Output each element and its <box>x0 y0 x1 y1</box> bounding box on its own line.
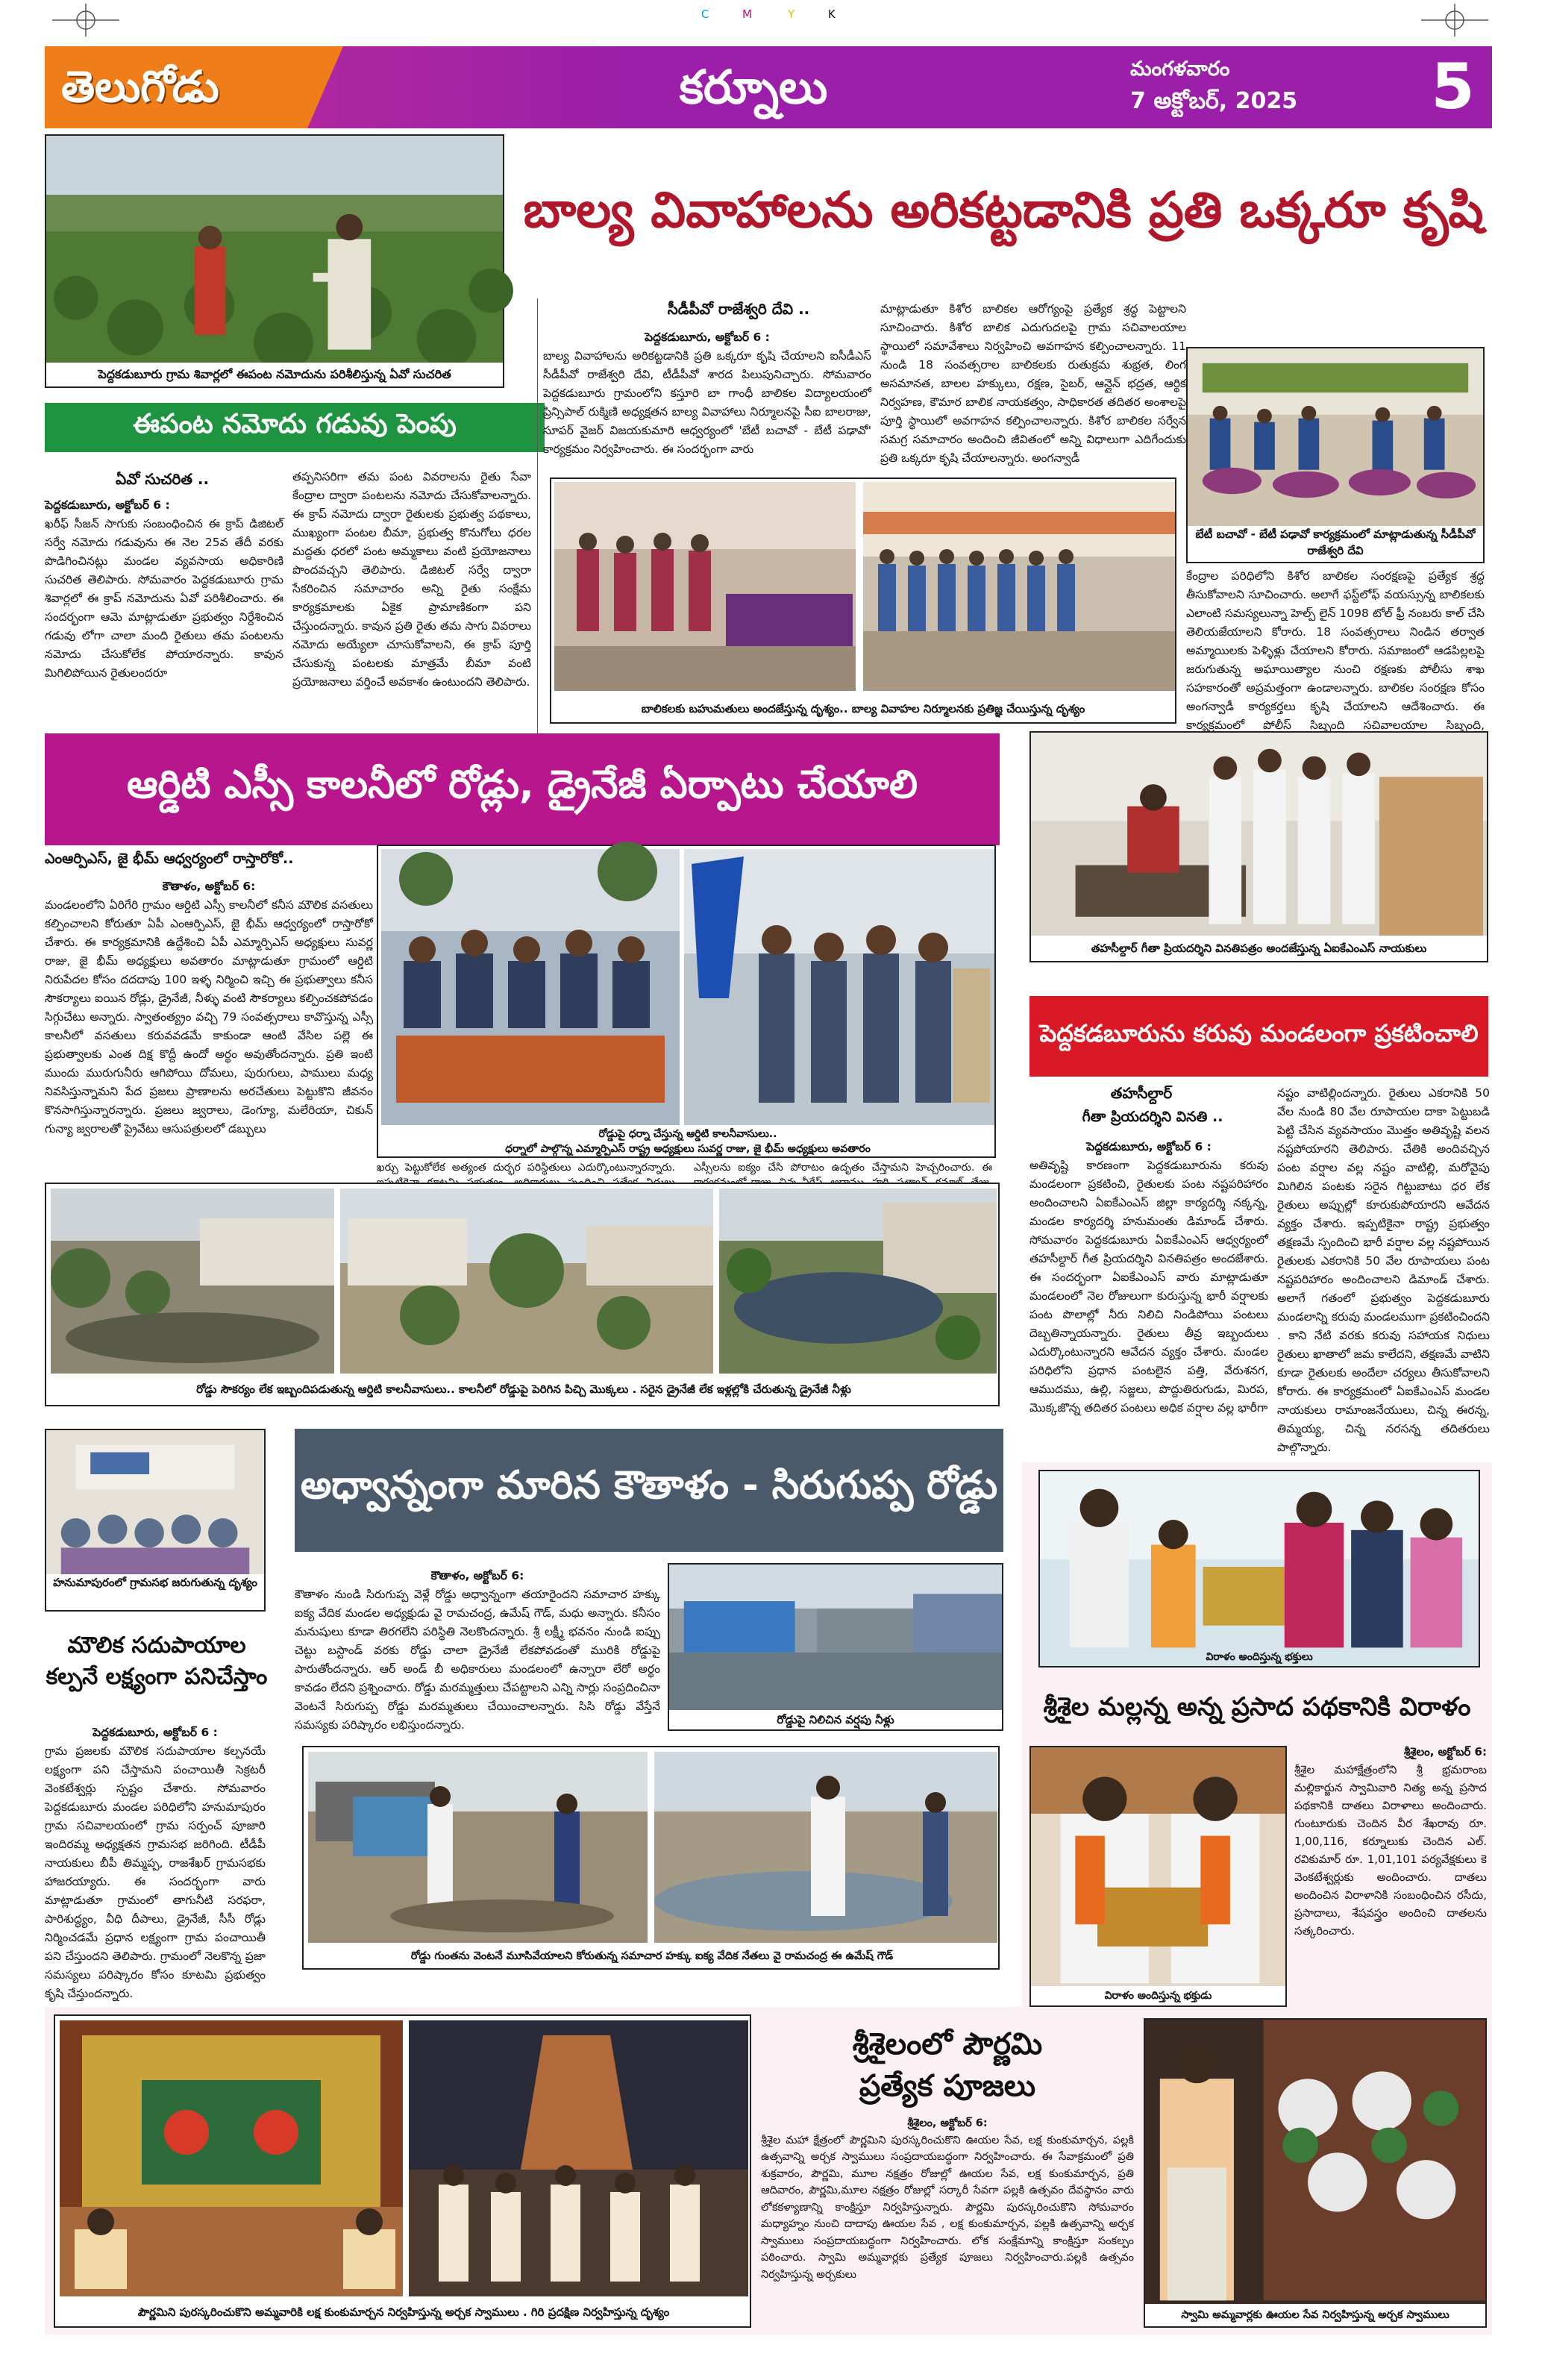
brand-logo: తెలుగోడు <box>61 61 219 112</box>
protest-standing-image <box>684 849 994 1125</box>
pothole-image-2 <box>654 1752 997 1943</box>
kauthalam-bottom-photos <box>302 1746 1000 1970</box>
road-condition-image <box>51 1189 334 1374</box>
donation-caption-2: విరాళం అందిస్తున్న భక్తుడు <box>1031 1986 1285 2005</box>
flooded-road-image <box>669 1565 1002 1729</box>
child-marriage-right-photo <box>1186 347 1485 563</box>
masthead <box>45 46 1492 128</box>
child-marriage-dateline: పెద్దకడుబూరు, అక్టోబర్ 6 : <box>645 331 770 344</box>
child-marriage-body-1: బాల్య వివాహాలను అరికట్టడానికి ప్రతి ఒక్కరూ కృషి చేయాలని ఐసీడీఎస్ సీడీపీవో రాజేశ్వరి దేవి, టీడీపీవో శారద పిలుపునిచ్చారు. సోమవారం పెద్దకడుబూరు గ్రామంలోని కస్తూరి బా గాంధీ బాలికల విద్యాలయంలో ప్రిన్సిపాల్ రుక్మిణి అధ్యక్షతన బాల్య వివాహాలు నిర్మూలనపై సీఐ బాలరాజు, సూపర్ వైజర్ విజయకుమారి ఆధ్వర్యంలో 'బేటీ బచావో - బేటీ పఢావో' కార్యక్రమం నిర్వహించారు. ఈ సందర్భంగా వారు <box>543 349 871 456</box>
donation-body-1: శ్రీశైల మహాక్షేత్రంలోని శ్రీ భ్రమరాంబ మల్లికార్జున స్వామివారి నిత్య అన్న ప్రసాద పథకానికి దాతలు విరాళాలు అందించారు. గుంటూరుకు చెందిన వీర శేఖరావు రూ. 1,00,116, కర్నూలుకు చెందిన ఎల్. రవికుమార్ రూ. 1,01,101 పర్యవేక్షకులు కె వెంకటేశ్వర్లుకు అందించారు. దాతలు అందించిన విరాళానికి సంబంధించిన రసీదు, ప్రసాదాలు, శేషవస్త్రం అందించి దాతలను సత్కరించారు. <box>1294 1763 1487 1938</box>
crop-dateline: పెద్దకడుబూరు, అక్టోబర్ 6 : <box>45 498 170 512</box>
kauthalam-body-1: కౌతాళం నుండి సిరుగుప్ప వెళ్లే రోడ్డు అధ్వాన్నంగా తయారైందని సమాచార హక్కు ఐక్య వేదిక మండల అధ్యక్షుడు వై రామచంద్ర, ఉమేష్ గౌడ్, మధు అన్నారు. కనీసం మనుషులు కూడా తిరగలేని పరిస్థితి నెలకొందన్నారు. శ్రీ లక్ష్మీ భవనం నుండి ఐప్పు చెట్టు బస్టాండ్ వరకు రోడ్డు చాలా డ్రైనేజీ లేకపోవడంతో మురికి రోడ్డుపై పారుతోందన్నారు. ఆర్ అండ్ బీ అధికారులు మండలంలో ఉన్నారా లేరో అర్థం కావడం లేదని ప్రశ్నించారు. రోడ్డు మరమ్మత్తులు చేపట్టాలని ఎన్ని సార్లు సంప్రదించినా వెంటనే సిరుగుప్ప రోడ్డు మరమ్మతులు చేయించాలన్నారు. సిసి రోడ్డు వేస్తేనే సమస్యకు పరిష్కారం లభిస్తుందన్నారు. <box>295 1588 660 1732</box>
kumkumarchana-image <box>60 2020 403 2296</box>
drought-dateline: పెద్దకడుబూరు, అక్టోబర్ 6 : <box>1086 1140 1212 1153</box>
child-marriage-right-caption: బేటీ బచావో - బేటీ పఢావో కార్యక్రమంలో మాట్లాడుతున్న సీడీపీవో రాజేశ్వరి దేవి <box>1188 526 1483 562</box>
donor-handover-image <box>1031 1747 1285 2005</box>
sc-colony-col3 <box>694 1160 992 1183</box>
drought-headline: పెద్దకడబూరును కరువు మండలంగా ప్రకటించాలి <box>1039 1019 1479 1047</box>
pournami-headline-1: శ్రీశైలంలో పౌర్ణమి <box>852 2027 1043 2061</box>
drought-col1 <box>1029 1138 1268 1459</box>
drain-water-photo <box>719 1189 997 1374</box>
sc-colony-drainage-photos <box>45 1183 1000 1406</box>
drought-body-2: నష్టం వాటిల్లిందన్నారు. రైతులు ఎకరానికి 50 వేల నుండి 80 వేల రూపాయల దాకా పెట్టుబడి పెట్టి చేసిన వ్యవసాయం మొత్తం అతివృష్టి వలన నష్టపోయారని తెలిపారు. చేతికి అందివచ్చిన పంట వర్షాల వల్ల నష్టం వాటిల్లి, మరోవైపు మిగిలిన పంటకు సరైన గిట్టుబాటు ధర లేక రైతులు అప్పుల్లో కూరుకుపోయారని ఆవేదన వ్యక్తం చేశారు. ఇప్పటికైనా రాష్ట్ర ప్రభుత్వం తక్షణమే స్పందించి భారీ వర్షాల వల్ల నష్టపోయిన రైతులకు ఎకరానికి 50 వేల రూపాయలు పంట నష్టపరిహారం అందించాలని డిమాండ్ చేశారు. అలాగే గతంలో ప్రభుత్వం పెద్దకడుబూరు మండలాన్ని కరువు మండలముగా ప్రకటించిందని . కాని నేటి వరకు కరువు సహాయక నిధులు రైతులు ఖాతాలో జమ కాలేదని, తక్షణమే వాటిని కూడా రైతులకు అందేలా చర్యలు తీసుకోవాలని కోరారు. ఈ కార్యక్రమంలో ఏఐకేఎంఎస్ మండల నాయకులు రామాంజనేయులు, చిన్న ఈరన్న, తిమ్మయ్య, చిన్న నరసన్న తదితరులు పాల్గొన్నారు. <box>1277 1086 1490 1454</box>
weeds-photo <box>340 1189 713 1374</box>
hanumapuram-caption: హనుమాపురంలో గ్రామసభ జరుగుతున్న దృశ్యం <box>46 1574 264 1610</box>
crop-body-2: తప్పనిసరిగా తమ పంట వివరాలను రైతు సేవా కేంద్రాల ద్వారా పంటలను నమోదు చేసుకోవాలన్నారు. ఈ క్రాప్ నమోదు ద్వారా రైతులకు ప్రభుత్వ పథకాలు, ముఖ్యంగా పంటల బీమా, ప్రభుత్వ కొనుగోలు ధరల మద్దతు ధరలో పంట అమ్మకాలు వంటి ప్రయోజనాలు పొందవచ్చని తెలిపారు. డిజిటల్ సర్వే ద్వారా సేకరించిన సమాచారం అన్ని రైతు సంక్షేమ కార్యక్రమాలకు ఏకైక ప్రామాణికంగా పని చేస్తుందన్నారు. కావున ప్రతి రైతు తమ సాగు వివరాలు నమోదు అయ్యేలా చూసుకోవాలని, ఈ క్రాప్ పూర్తి చేసుకున్న పంటలకు మాత్రమే బీమా వంటి ప్రయోజనాలు వర్తించే అవకాశం ఉంటుందని తెలిపారు. <box>292 470 531 689</box>
giri-pradakshina-photo <box>409 2020 748 2296</box>
sc-colony-body-3: ఎస్సీలను ఐక్యం చేసి పోరాటం ఉదృతం చేస్తామని హెచ్చరించారు. ఈ <box>694 1162 992 1174</box>
donation-caption-1: విరాళం అందిస్తున్న భక్తులు <box>1206 1651 1313 1663</box>
child-marriage-col1 <box>543 328 871 477</box>
sc-colony-protest-photos <box>377 845 996 1158</box>
pledge-photo <box>863 482 1175 691</box>
pournami-body-1: శ్రీశైల మహా క్షేత్రంలో పౌర్ణమిని పురస్కరించుకొని ఊయల సేవ, లక్ష కుంకుమార్చన, పల్లకి ఉత్సవాన్ని అర్చక స్వాములు సంప్రదాయబద్ధంగా నిర్వహించారు. ఈ సేవాక్రమంలో ప్రతి శుక్రవారం, పౌర్ణమి, మూల నక్షత్రం రోజుల్లో ఊయల సేవ, లక్ష కుంకుమార్చన, ప్రతి ఆదివారం, పౌర్ణమి,మూల నక్షత్రం రోజుల్లో సర్కారీ సేవగా పల్లకి ఉత్సవం దేవస్థానం వారు లోకకళ్యాణాన్ని కాంక్షిస్తూ నిర్వహిస్తున్నారు. పౌర్ణమి పురస్కరించుకొని సోమవారం మధ్యాహ్నం నుంచి దాదాపు ఊయల సేవ , లక్ష కుంకుమార్చన, పల్లకి ఉత్సవాన్ని అర్చక స్వాములు సంప్రదాయబద్ధంగా నిర్వహించారు. లోక సంక్షేమాన్ని కాంక్షిస్తూ సంకల్పం పఠించారు. స్వామి అమ్మవార్లకు ప్రత్యేక పూజలు నిర్వహించారు.పల్లకి ఉత్సవం నిర్వహిస్తున్న అర్చకులు <box>761 2134 1134 2281</box>
registration-marks <box>0 0 1542 37</box>
pournami-left-photos <box>54 2014 751 2328</box>
protest-sitting-photo <box>381 849 680 1125</box>
kauthalam-dateline: కౌతాళం, అక్టోబర్ 6: <box>430 1569 524 1582</box>
office-memorandum-image <box>1031 733 1487 961</box>
donation-headline: శ్రీశైల మల్లన్న అన్న ప్రసాద పథకానికి విరాళం <box>1043 1692 1471 1722</box>
date: 7 అక్టోబర్, 2025 <box>1130 88 1298 114</box>
drought-photo-caption: తహసీల్దార్ గీతా ప్రియదర్శిని వినతిపత్రం అందజేస్తున్న ఏఐకేఎంఎస్ నాయకులు <box>1031 936 1487 961</box>
pothole-image-1 <box>308 1752 648 1943</box>
sc-colony-headline: ఆర్డిటి ఎస్సీ కాలనీలో రోడ్లు, డ్రైనేజీ ఏర్పాటు చేయాలి <box>127 762 918 807</box>
kauthalam-col1 <box>295 1567 660 1746</box>
road-condition-photo <box>51 1189 334 1374</box>
kauthalam-water-photo <box>668 1563 1003 1731</box>
protest-standing-photo <box>684 849 994 1125</box>
sc-colony-headline-banner <box>45 733 1000 845</box>
crop-photo-caption: పెద్దకడుబూరు గ్రామ శివార్లలో ఈపంట నమోదును పరిశీలిస్తున్న ఏవో సుచరిత <box>46 363 503 386</box>
sc-colony-col2 <box>377 1160 675 1183</box>
weeds-image <box>340 1189 713 1374</box>
sc-colony-body-2: ఖర్చు పెట్టుకోలేక అత్యంత దుర్భర పరిస్థితులు ఎదుర్కొంటున్నారన్నారు. <box>377 1162 675 1174</box>
crop-field-image <box>46 136 503 386</box>
hanumapuram-col1 <box>45 1723 266 2037</box>
hanumapuram-photo <box>45 1429 266 1612</box>
pothole-photo-2 <box>654 1752 997 1943</box>
oonjal-seva-image <box>1145 2020 1485 2326</box>
donation-dateline: శ్రీశైలం, అక్టోబర్ 6: <box>1403 1745 1487 1759</box>
crop-byline: ఏవో సుచరిత .. <box>116 470 210 488</box>
kauthalam-headline-banner <box>295 1429 1003 1552</box>
kauthalam-bottom-caption: రోడ్డు గుంతను వెంటనే మూసివేయాలని కోరుతున్న సమాచార హక్కు ఐక్య వేదిక నేతలు వై రామచంద్ర ఈ ఉమేష్ గౌడ్ <box>308 1946 996 1967</box>
cmyk-y: Y <box>788 7 795 21</box>
prize-image <box>554 482 856 691</box>
donation-photo-2 <box>1029 1746 1287 2007</box>
pournami-left-caption: పౌర్ణమిని పురస్కరించుకొని అమ్మవారికి లక్ష కుంకుమార్చన నిర్వహిస్తున్న అర్చక స్వాములు . గిరి ప్రదక్షిణ నిర్వహిస్తున్న దృశ్యం <box>60 2299 748 2325</box>
prize-distribution-photo <box>554 482 856 691</box>
sc-colony-dateline: కౌతాళం, అక్టోబర్ 6: <box>162 880 256 893</box>
section-title: కర్నూలు <box>679 60 828 114</box>
pournami-right-caption: స్వామి అమ్మవార్లకు ఊయల సేవ నిర్వహిస్తున్న అర్చక స్వాములు <box>1145 2304 1485 2326</box>
child-marriage-col2 <box>880 300 1186 477</box>
sc-colony-byline: ఎంఆర్పిఎస్, జై భీమ్ ఆధ్వర్యంలో రాస్తారోకో.. <box>45 851 294 867</box>
sc-colony-body-1: మండలంలోని ఏరిగేరి గ్రామం ఆర్డిటి ఎస్సీ కాలనీలో కనీస మౌలిక వసతులు కల్పించాలని కోరుతూ ఏపీ ఎంఆర్పిఎస్, జై భీమ్ ఆధ్వర్యంలో రాస్తారోకో చేశారు. ఈ కార్యక్రమానికి ఉద్దేశించి ఏపీ ఎమ్మార్పిఎస్ అధ్యక్షులు సువర్ణ రాజు, జై భీమ్ అధ్యక్షులు అవతారం మాట్లాడుతూ గ్రామంలో ఆర్డిటి నిరుపేదల కోసం దదదాపు 100 ఇళ్ళ నిర్మించి ఇచ్చి ఈ ప్రభుత్వాలు కనీస సౌకర్యాలు ఐయిన రోడ్లు, డ్రైనేజీ, నీళ్ళు వంటి సౌకర్యాలు కల్పించకపోవడం సిగ్గుచేటు అన్నారు. స్వాతంత్య్రం వచ్చి 79 సంవత్సరాలు కావొస్తున్న ఎస్సీ కాలనీలో వసతులు కరువవడమే కాకుండా ఆంటి వేసిల పల్లె ఈ ప్రభుత్వాలకు ఎంత దిక్ష కొద్దీ ఉందో అర్థం అవుతోందన్నారు. ప్రతి ఇంటి ముందు మురుగునీరు ఆగిపోయి దోమలు, పురుగులు, పాములు మధ్య నివసిస్తున్నామని పేద ప్రజలు ప్రాణాలను అరచేతులు పెట్టుకొని జీవనం కొనసాగిస్తున్నారన్నారు. ప్రజలు జ్వరాలు, డెంగ్యూ, మలేరియా, చికున్ గున్యా జ్వరాలతో ప్రైవేటు ఆసుపత్రులలో డబ్బులు <box>45 898 373 1136</box>
drought-body-1: అతివృష్టి కారణంగా పెద్దకడుబూరును కరువు మండలంగా ప్రకటించి, రైతులకు పంట నష్టపరిహారం అందించాలని ఏఐకేఎంఎస్ జిల్లా కార్యదర్శి నక్కన్న, మండల కార్యదర్శి హనుమంతు డిమాండ్ చేశారు. సోమవారం పెద్దకడుబూరు ఏఐకేఎంఎస్ ఆధ్వర్యంలో తహసీల్దార్ గీత ప్రియదర్శిని వినతిపత్రం అందజేశారు. ఈ సందర్భంగా ఏఐకేఎంఎస్ వారు మాట్లాడుతూ మండలంలో నెల రోజులుగా కురుస్తున్న భారీ వర్షాలకు పంట పొలాల్లో నీరు నిలిచి నిండిపోయి పంటలు దెబ్బతిన్నాయన్నారు. రైతులు తీవ్ర ఇబ్బందులు ఎదుర్కొంటున్నారని ఆవేదన వ్యక్తం చేశారు. మండల పరిధిలోని ప్రధాన పంటలైన పత్తి, వేరుశనగ, ఆముదము, ఉల్లి, సజ్జలు, పొద్దుతిరుగుడు, మిరప, మొక్కజొన్న తదితర పంటలు అధిక వర్షాల వల్ల భారీగా <box>1029 1159 1268 1415</box>
protest-sitting-image <box>381 849 680 1125</box>
drought-col2 <box>1277 1084 1490 1459</box>
drought-subhead-2: గీతా ప్రియదర్శిని వినతి .. <box>1082 1109 1223 1125</box>
pournami-dateline: శ్రీశైలం, అక్టోబర్ 6: <box>907 2117 988 2129</box>
protest-caption-1: రోడ్డుపై ధర్నా చేస్తున్న ఆర్డిటి కాలనీవాసులు.. <box>381 1127 994 1142</box>
drought-headline-banner <box>1029 996 1488 1077</box>
pournami-col1 <box>761 2115 1134 2328</box>
drought-subhead-1: తహసీల్దార్ <box>1110 1084 1173 1102</box>
crop-headline-banner <box>45 403 545 452</box>
crop-headline: ఈపంట నమోదు గడువు పెంపు <box>133 409 457 439</box>
cmyk-m: M <box>742 7 752 21</box>
hanumapuram-body-1: గ్రామ ప్రజలకు మౌలిక సదుపాయాల కల్పనయే లక్ష్యంగా పని చేస్తామని పంచాయితీ సెక్రటరీ వెంకటేశ్వర్లు స్పష్టం చేశారు. సోమవారం పెద్దకడుబూరు మండల పరిధిలోని హనుమాపురం గ్రామ సచివాలయంలో గ్రామ సర్పంచ్ పూజారి ఇందిరమ్మ అధ్యక్షతన గ్రామసభ జరిగింది. టీడీపీ నాయకులు బీపీ తిమ్మప్ప, రాజశేఖర్ గ్రామసభకు హాజరయ్యారు. ఈ సందర్భంగా వారు మాట్లాడుతూ గ్రామంలో తాగునీటి సరఫరా, పారిశుద్ధ్యం, వీధి దీపాలు, డ్రైనేజీ, సీసీ రోడ్లు నిర్మించడమే ప్రధాన లక్ష్యంగా గ్రామ పంచాయితీ పని చేస్తుందని తెలిపారు. గ్రామంలో నెలకొన్న ప్రజా సమస్యలు పరిష్కారం కోసం కూటమి ప్రభుత్వం కృషి చేస్తుందన్నారు. <box>45 1744 266 2000</box>
pothole-photo-1 <box>308 1752 648 1943</box>
kauthalam-water-caption: రోడ్డుపై నిలిచిన వర్షపు నీళ్లు <box>669 1710 1002 1729</box>
pledge-image <box>863 482 1175 691</box>
crop-body-1: ఖరీఫ్ సీజన్ సాగుకు సంబంధించిన ఈ క్రాప్ డిజిటల్ సర్వే నమోదు గడువును ఈ నెల 25వ తేదీ వరకు పొడిగించినట్లు మండల వ్యవసాయ అధికారిణి సుచరిత తెలిపారు. సోమవారం పెద్దకడుబూరు గ్రామ శివార్లలో ఈ క్రాప్ నమోదును ఏవో పరిశీలించారు. ఈ సందర్భంగా ఆమె మాట్లాడుతూ ప్రభుత్వం నిర్దేశించిన గడువు లోగా చాలా మంది రైతులు తమ పంటలను నమోదు చేసుకోలేక పోయారన్నారు. కావున మిగిలిపోయిన రైతులందరూ <box>45 517 283 680</box>
child-marriage-body-3: కేంద్రాల పరిధిలోని కిశోర బాలికల సంరక్షణపై ప్రత్యేక శ్రద్ధ తీసుకోవాలని సూచించారు. అలాగే ఫస్ట్‌లోఫ్ వయస్సున్న బాలికలకు ఎలాంటి సమస్యలున్నా హెల్ప్ లైన్ 1098 టోల్ ఫ్రీ నంబరు కాల్ చేసి తెలియజేయాలని కోరారు. 18 సంవత్సరాలు నిండిన తర్వాత అమ్మాయిలకు పెళ్ళిళ్లు చేయాలని కోరారు. సమాజంలో ఆడపిల్లలపై జరుగుతున్న అఘాయిత్యాల నుంచి రక్షణకు పోలీసు శాఖ సహకారంతో అప్రమత్తంగా ఉండాలన్నారు. బాలికల సంరక్షణ కోసం అంగన్వాడీ కార్యకర్తలు కృషి చేయాలని ఆదేశించారు. ఈ కార్యక్రమంలో పోలీస్ సిబ్బంది సచివాలయాల సిబ్బంది, <box>1186 569 1485 732</box>
crop-survey-photo <box>45 134 504 388</box>
child-marriage-body-2: మాట్లాడుతూ కిశోర బాలికల ఆరోగ్యంపై ప్రత్యేక శ్రద్ధ పెట్టాలని సూచించారు. కిశోర బాలిక ఎదుగుదలపై గ్రామ సచివాలయాల స్థాయిలో సమావేశాలు నిర్వహించి అవగాహన కల్పించాలన్నారు. 11 నుండి 18 సంవత్సరాల బాలికలకు రుతుక్రమ శుభ్రత, లింగ అసమానత, బాలల హక్కులు, రక్షణ, సైబర్, ఆన్లైన్ భద్రత, ఆర్థిక నిర్వహణ, కౌమార బాలిక నాయకత్వం, సాధికారత తదితర అంశాలపై పూర్తి స్థాయిలో అవగాహన కల్పించాలన్నారు. కిశోర బాలికల సర్వేన సమగ్ర సమాచారం అందించి జీవితంలో అన్ని విధాలుగా ఎదిగేందుకు ప్రతి ఒక్కరూ కృషి చేయాలన్నారు. అంగన్వాడీ <box>880 302 1186 465</box>
kauthalam-headline: అధ్వాన్నంగా మారిన కౌతాళం - సిరుగుప్ప రోడ్డు <box>300 1463 998 1508</box>
child-marriage-bottom-photo <box>550 477 1176 724</box>
page-number: 5 <box>1431 50 1475 123</box>
hanumapuram-dateline: పెద్దకడుబూరు, అక్టోబర్ 6 : <box>93 1726 218 1739</box>
child-marriage-bottom-caption: బాలికలకు బహుమతులు అందజేస్తున్న దృశ్యం.. బాల్య వివాహల నిర్మూలనకు ప్రతిజ్ఞ చేయిస్తున్న దృశ్యం <box>551 697 1175 721</box>
pournami-headline-2: ప్రత్యేక పూజలు <box>859 2069 1036 2103</box>
drainage-caption: రోడ్డు సౌకర్యం లేక ఇబ్బందిపడుతున్న ఆర్డిటి కాలనీవాసులు.. కాలనీలో రోడ్డుపై పెరిగిన పిచ్చి మొక్కలు . సరైన డ్రైనేజీ లేక ఇళ్లల్లోకి చేరుతున్న డ్రైనేజీ నీళ్లు <box>51 1377 997 1402</box>
pournami-right-photo <box>1144 2018 1487 2328</box>
child-marriage-headline: బాల్య వివాహాలను అరికట్టడానికి ప్రతి ఒక్కరూ కృషి <box>523 181 1484 239</box>
donation-col1 <box>1294 1743 1487 2011</box>
drought-photo <box>1029 731 1488 962</box>
hanumapuram-headline: మౌలిక సదుపాయాల కల్పనే లక్ష్యంగా పనిచేస్తాం <box>46 1632 268 1690</box>
child-marriage-byline: సీడీపీవో రాజేశ్వరి దేవి .. <box>667 300 810 318</box>
kumkumarchana-photo <box>60 2020 403 2296</box>
sc-colony-col1 <box>45 877 373 1176</box>
cmyk-k: K <box>828 7 836 21</box>
giri-pradakshina-image <box>409 2020 748 2296</box>
protest-caption-2: ధర్నాలో పాల్గొన్న ఎమ్మార్పిఎస్ రాష్ట్ర అధ్యక్షులు సువర్ణ రాజు, జై భీమ్ అధ్యక్షులు అవతారం <box>381 1142 994 1156</box>
drain-water-image <box>719 1189 997 1374</box>
cmyk-c: C <box>701 7 709 21</box>
donors-family-image <box>1040 1471 1479 1666</box>
donation-photo-1 <box>1038 1470 1480 1667</box>
weekday: మంగళవారం <box>1130 57 1230 81</box>
crop-marks <box>0 0 1542 37</box>
